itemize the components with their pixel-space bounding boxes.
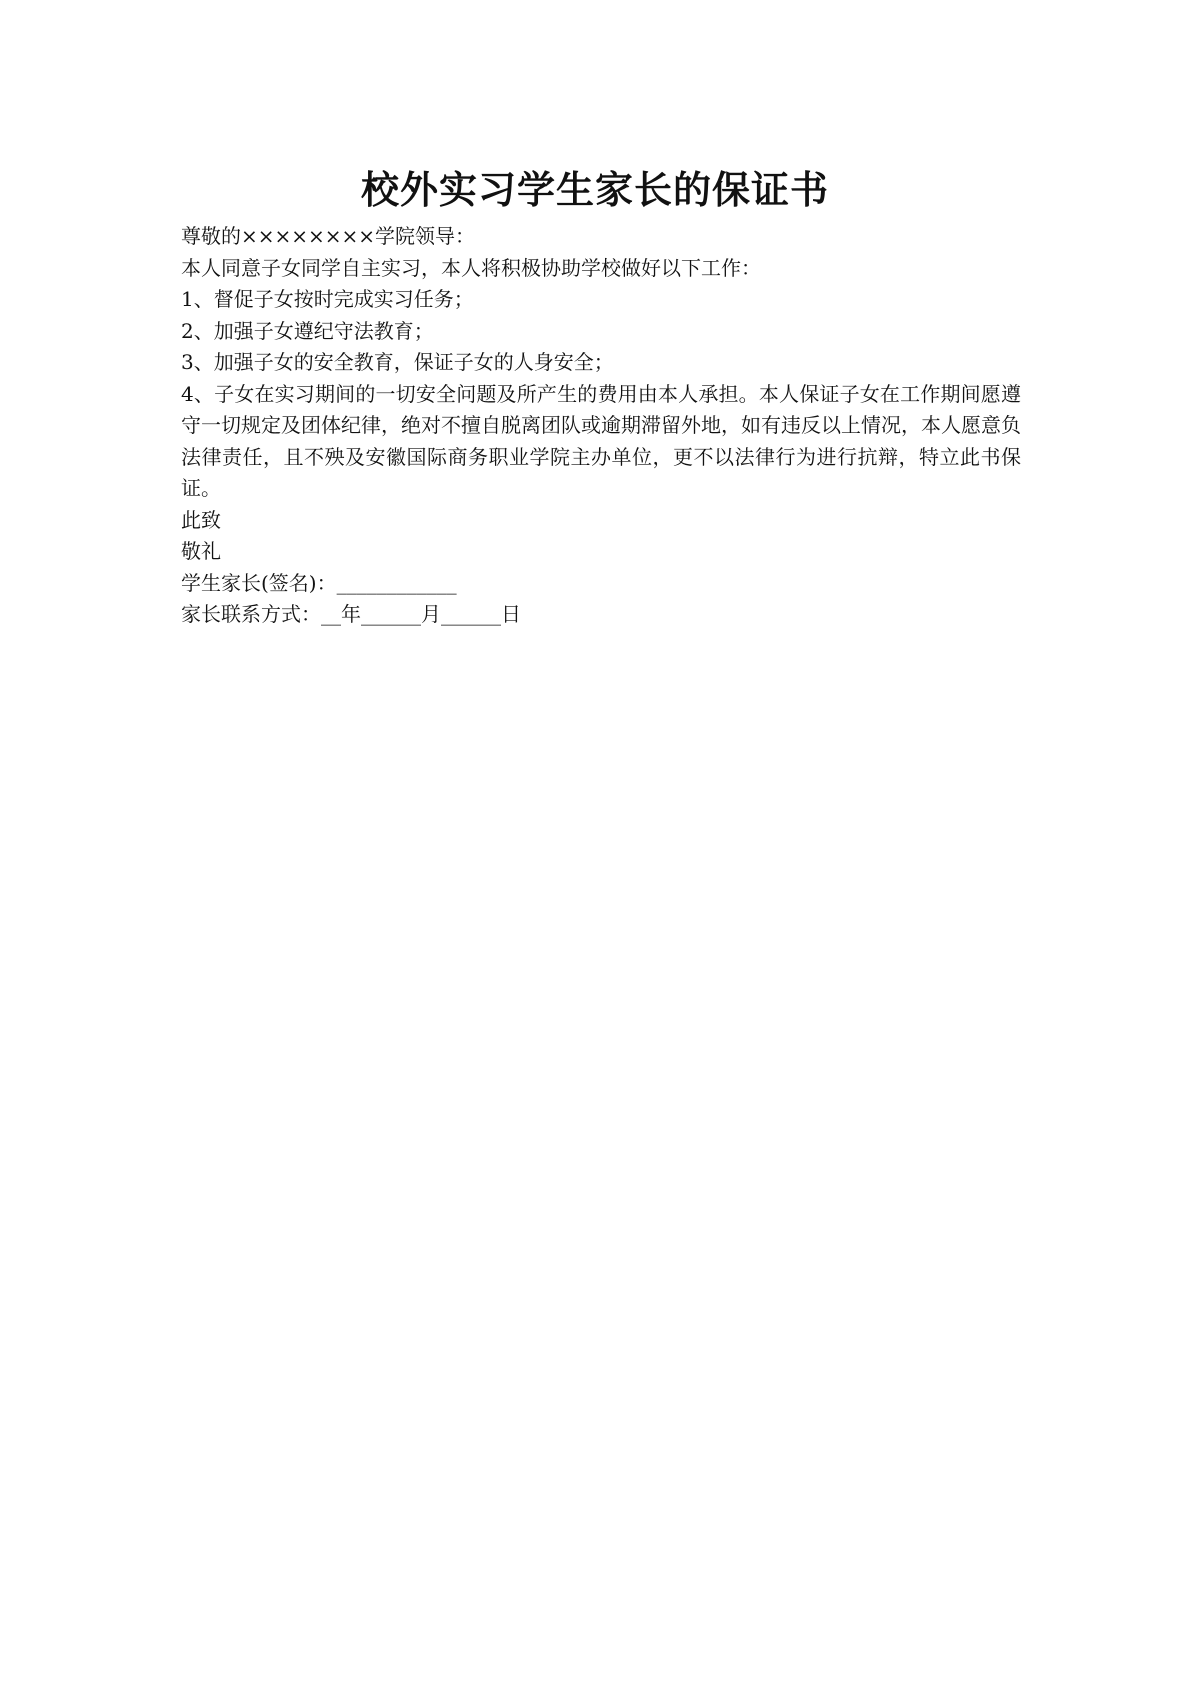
parent-contact-date-line: 家长联系方式：__年______月______日	[181, 602, 521, 626]
list-item: 4、子女在实习期间的一切安全问题及所产生的费用由本人承担。本人保证子女在工作期间愿遵守一切规定及团体纪律，绝对不擅自脱离团队或逾期滞留外地，如有违反以上情况，本人愿意负法律责任，且不殃及安徽国际商务职业学院主办单位，更不以法律行为进行抗辩，特立此书保证。	[181, 381, 1021, 500]
list-item: 3、加强子女的安全教育，保证子女的人身安全；	[181, 350, 614, 374]
salutation: 尊敬的××××××××学院领导：	[181, 224, 476, 248]
list-item: 2、加强子女遵纪守法教育；	[181, 318, 434, 343]
intro-paragraph: 本人同意子女同学自主实习，本人将积极协助学校做好以下工作：	[181, 255, 761, 280]
closing-jing-li: 敬礼	[181, 539, 221, 563]
parent-signature-line: 学生家长(签名)：____________	[181, 570, 457, 595]
list-item: 1、督促子女按时完成实习任务；	[181, 287, 474, 311]
document-title: 校外实习学生家长的保证书	[360, 167, 829, 212]
closing-ci-zhi: 此致	[181, 507, 221, 532]
document-body	[181, 221, 1021, 631]
